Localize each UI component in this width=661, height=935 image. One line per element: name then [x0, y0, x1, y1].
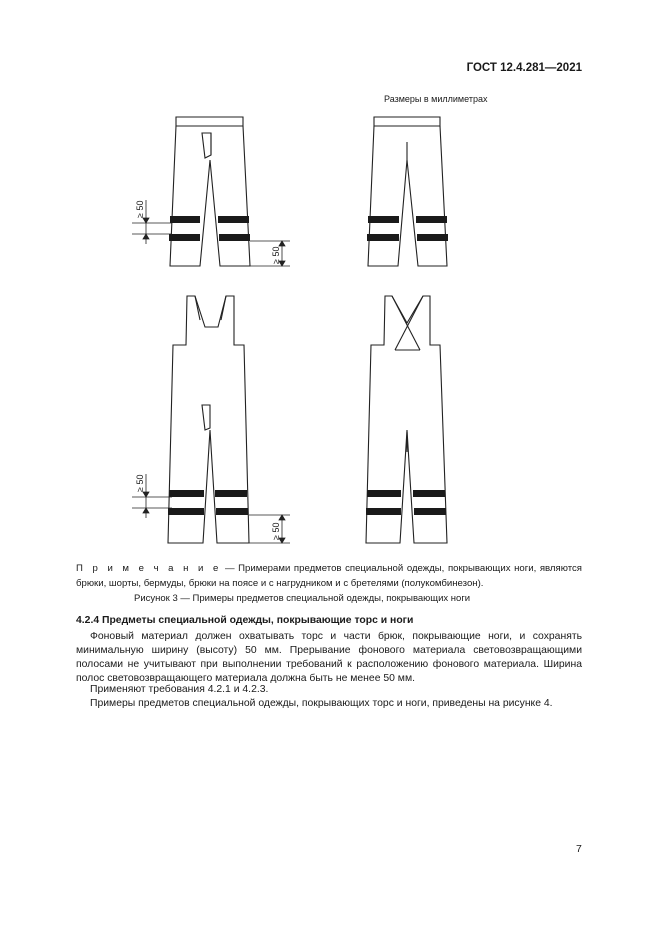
dim-label: ≥ 50 [135, 200, 145, 218]
standard-number: ГОСТ 12.4.281—2021 [466, 62, 582, 74]
paragraph: Применяют требования 4.2.1 и 4.2.3. [90, 684, 269, 695]
stripe [216, 508, 248, 515]
dim-label: ≥ 50 [271, 522, 281, 540]
figure-caption: Рисунок 3 — Примеры предметов специальной одежды, покрывающих ноги [134, 593, 471, 604]
page-number: 7 [576, 843, 582, 855]
stripe [366, 508, 401, 515]
stripe [170, 216, 200, 223]
dimension-mark [250, 241, 290, 266]
section-heading: 4.2.4 Предметы специальной одежды, покрывающие торс и ноги [76, 615, 414, 626]
dim-label: ≥ 50 [135, 474, 145, 492]
note-text: — Примерами предметов специальной одежды, покрывающих ноги, являются брюки, шорты, бермуды, брюки на поясе и с нагрудником и с бретелями (полукомбинезон). [76, 563, 582, 589]
stripe [416, 216, 447, 223]
paragraph: Фоновый материал должен охватывать торс и части брюк, покрывающие ноги, и сохранять минимальную ширину (высоту) 50 мм. Прерывание фонового материала световозвращающими полосами не учитывают при выполнении требований к расположению фонового материала. Ширина полос световозвращающего материала должна быть не менее 50 мм. [76, 631, 582, 684]
trousers-back [368, 117, 447, 266]
reflective-stripes [168, 216, 448, 515]
note-label: П р и м е ч а н и е [76, 563, 222, 574]
stripe [169, 490, 204, 497]
stripe [368, 216, 399, 223]
paragraph: Примеры предметов специальной одежды, покрывающих торс и ноги, приведены на рисунке 4. [90, 698, 553, 709]
stripe [367, 490, 401, 497]
overalls-front [168, 296, 249, 543]
stripe [219, 234, 250, 241]
overalls-back [366, 296, 447, 543]
figure-note [76, 561, 582, 591]
stripe [218, 216, 249, 223]
stripe [215, 490, 247, 497]
units-note: Размеры в миллиметрах [384, 94, 488, 104]
stripe [414, 508, 446, 515]
dim-label: ≥ 50 [271, 246, 281, 264]
stripe [169, 234, 200, 241]
trousers-front [170, 117, 250, 266]
dimension-mark [249, 515, 290, 543]
stripe [413, 490, 445, 497]
stripe [168, 508, 204, 515]
stripe [417, 234, 448, 241]
stripe [367, 234, 399, 241]
